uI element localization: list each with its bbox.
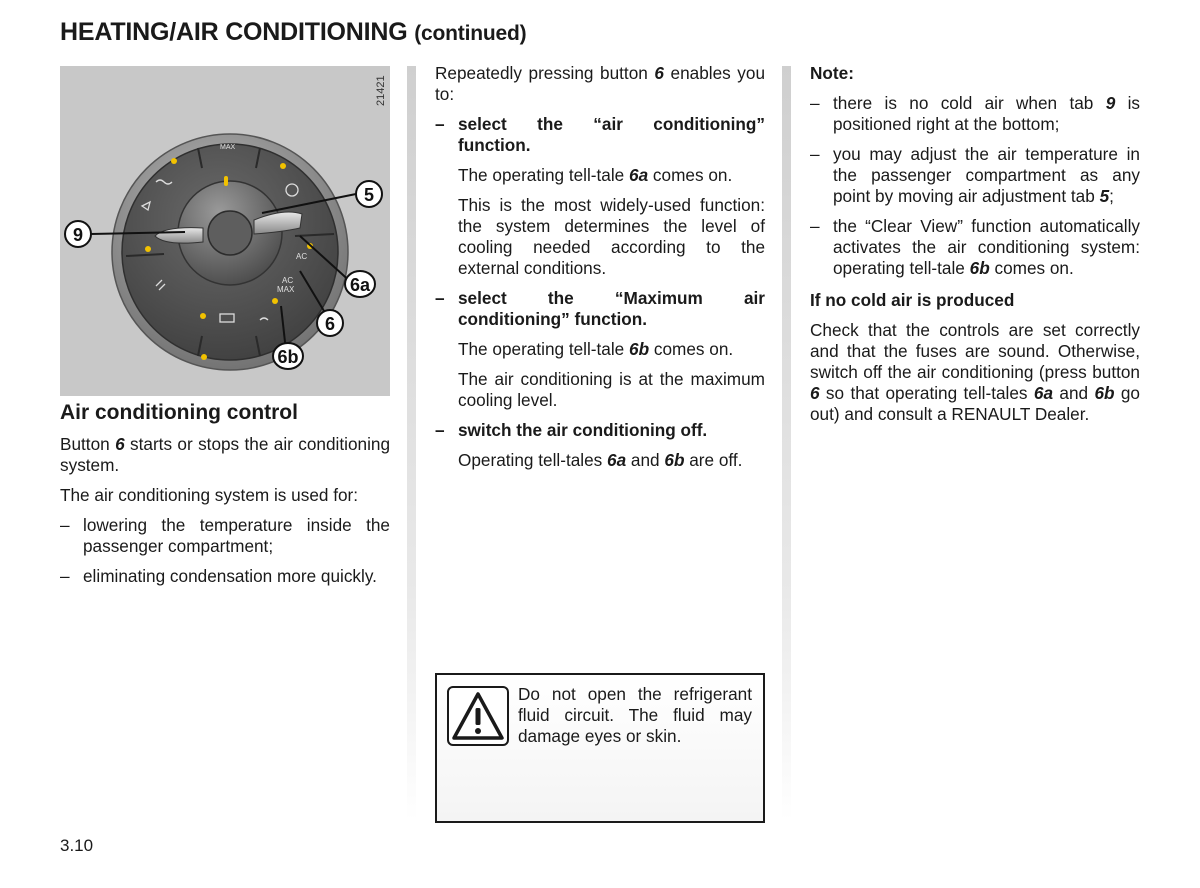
- text-run: comes on.: [648, 165, 733, 185]
- dial-label-ac: AC: [296, 252, 308, 261]
- note-heading: Note:: [810, 63, 854, 83]
- text-run: are off.: [684, 450, 743, 470]
- ref-number: 6a: [1033, 383, 1054, 403]
- text-run: Operating tell-tales: [458, 450, 608, 470]
- section-heading: Air conditioning control: [60, 401, 298, 424]
- text-run: Repeatedly pressing button: [435, 63, 655, 83]
- list-item-text: lowering the temperature inside the passenger compartment;: [83, 515, 390, 556]
- callout-6b: 6b: [277, 347, 299, 367]
- text-run: The operating tell-tale: [458, 165, 630, 185]
- column-divider-left: [407, 66, 416, 821]
- callout-6a: 6a: [349, 275, 371, 295]
- tell-tale-text: [435, 339, 765, 360]
- text-run: is positioned right at the bottom;: [833, 93, 1140, 134]
- figure-ref-number: 21421: [375, 75, 387, 106]
- note-item: – there is no cold air when tab 9 is positioned right at the bottom;: [810, 93, 1140, 134]
- callout-9: 9: [72, 225, 84, 245]
- text-run: so that operating tell-tales: [819, 383, 1034, 403]
- text-run: and: [1053, 383, 1095, 403]
- ref-number: 5: [1099, 186, 1110, 206]
- col3-paragraph: [810, 320, 1140, 425]
- tell-tale-text: [435, 165, 765, 186]
- list-item: – eliminating condensation more quickly.: [60, 566, 377, 586]
- text-run: go out) and consult a RENAULT Dealer.: [810, 383, 1140, 424]
- title-continued: (continued): [414, 22, 527, 45]
- list-item-text: eliminating condensation more quickly.: [83, 566, 377, 586]
- dial-label-ac-max-1: AC: [282, 276, 294, 285]
- text-run: the “Clear View” function automatically activates the air conditioning system: operating tell-tale: [833, 216, 1140, 278]
- warning-text: Do not open the refrigerant fluid circuit. The fluid may damage eyes or skin.: [518, 684, 752, 746]
- col1-paragraph-2: The air conditioning system is used for:: [60, 485, 359, 505]
- page-title: [60, 18, 526, 47]
- ref-number: 6: [810, 383, 820, 403]
- note-item: – you may adjust the air temperature in the passenger compartment as any point by moving air adjustment tab 5;: [810, 144, 1140, 206]
- dial-label-max-top: MAX: [220, 144, 236, 151]
- warning-box: [435, 673, 765, 823]
- function-heading: – switch the air conditioning off.: [435, 420, 708, 440]
- ref-number: 6b: [969, 258, 990, 278]
- dial-label-ac-max-2: MAX: [277, 285, 295, 294]
- ref-number: 6a: [607, 450, 627, 470]
- text-run: you may adjust the air temperature in the passenger compartment as any point by moving air adjustment tab: [833, 144, 1140, 206]
- subheading-no-cold-air: If no cold air is produced: [810, 290, 1015, 310]
- column-divider-right: [782, 66, 791, 821]
- text-run: starts or stops the air conditioning system.: [60, 434, 391, 475]
- column-3: [810, 63, 1140, 434]
- text-run: enables you to:: [435, 63, 766, 104]
- ref-number: 6b: [664, 450, 685, 470]
- ref-number: 6a: [629, 165, 649, 185]
- warning-triangle-icon: [447, 686, 509, 746]
- function-heading-text: select the “air conditioning” function.: [458, 114, 765, 155]
- function-heading-text: select the “Maximum air conditioning” function.: [458, 288, 765, 329]
- ref-number: 6: [654, 63, 664, 83]
- function-heading-text: switch the air conditioning off.: [458, 420, 708, 440]
- text-run: comes on.: [989, 258, 1074, 278]
- column-1: [60, 434, 390, 596]
- list-item: – lowering the temperature inside the passenger compartment;: [60, 515, 390, 556]
- function-heading: – select the “Maximum air conditioning” function.: [435, 288, 765, 329]
- function-description: This is the most widely-used function: the system determines the level of cooling needed according to the external conditions.: [458, 195, 765, 278]
- callout-6: 6: [324, 314, 336, 334]
- note-item: – the “Clear View” function automatically activates the air conditioning system: operating tell-tale 6b comes on.: [810, 216, 1140, 278]
- text-run: The operating tell-tale: [458, 339, 630, 359]
- page-number: 3.10: [60, 836, 94, 855]
- title-main: HEATING/AIR CONDITIONING: [60, 18, 408, 46]
- ref-number: 9: [1105, 93, 1116, 113]
- column-2: [435, 63, 765, 480]
- ref-number: 6b: [1094, 383, 1115, 403]
- text-run: Check that the controls are set correctly and that the fuses are sound. Otherwise, switch off the air conditioning (press button: [810, 320, 1140, 382]
- text-run: ;: [1109, 186, 1114, 206]
- tell-tale-text: [435, 450, 765, 471]
- text-run: and: [626, 450, 665, 470]
- text-run: Button: [60, 434, 116, 454]
- ref-number: 6b: [629, 339, 650, 359]
- function-heading: – select the “air conditioning” function.: [435, 114, 765, 155]
- col2-intro: [435, 63, 765, 105]
- function-description: The air conditioning is at the maximum cooling level.: [458, 369, 765, 410]
- climate-control-figure: [60, 66, 390, 396]
- col1-paragraph-1: [60, 434, 390, 476]
- text-run: comes on.: [649, 339, 734, 359]
- callout-5: 5: [363, 185, 375, 205]
- climate-control-dial: [60, 66, 390, 396]
- text-run: there is no cold air when tab: [833, 93, 1106, 113]
- ref-number: 6: [115, 434, 125, 454]
